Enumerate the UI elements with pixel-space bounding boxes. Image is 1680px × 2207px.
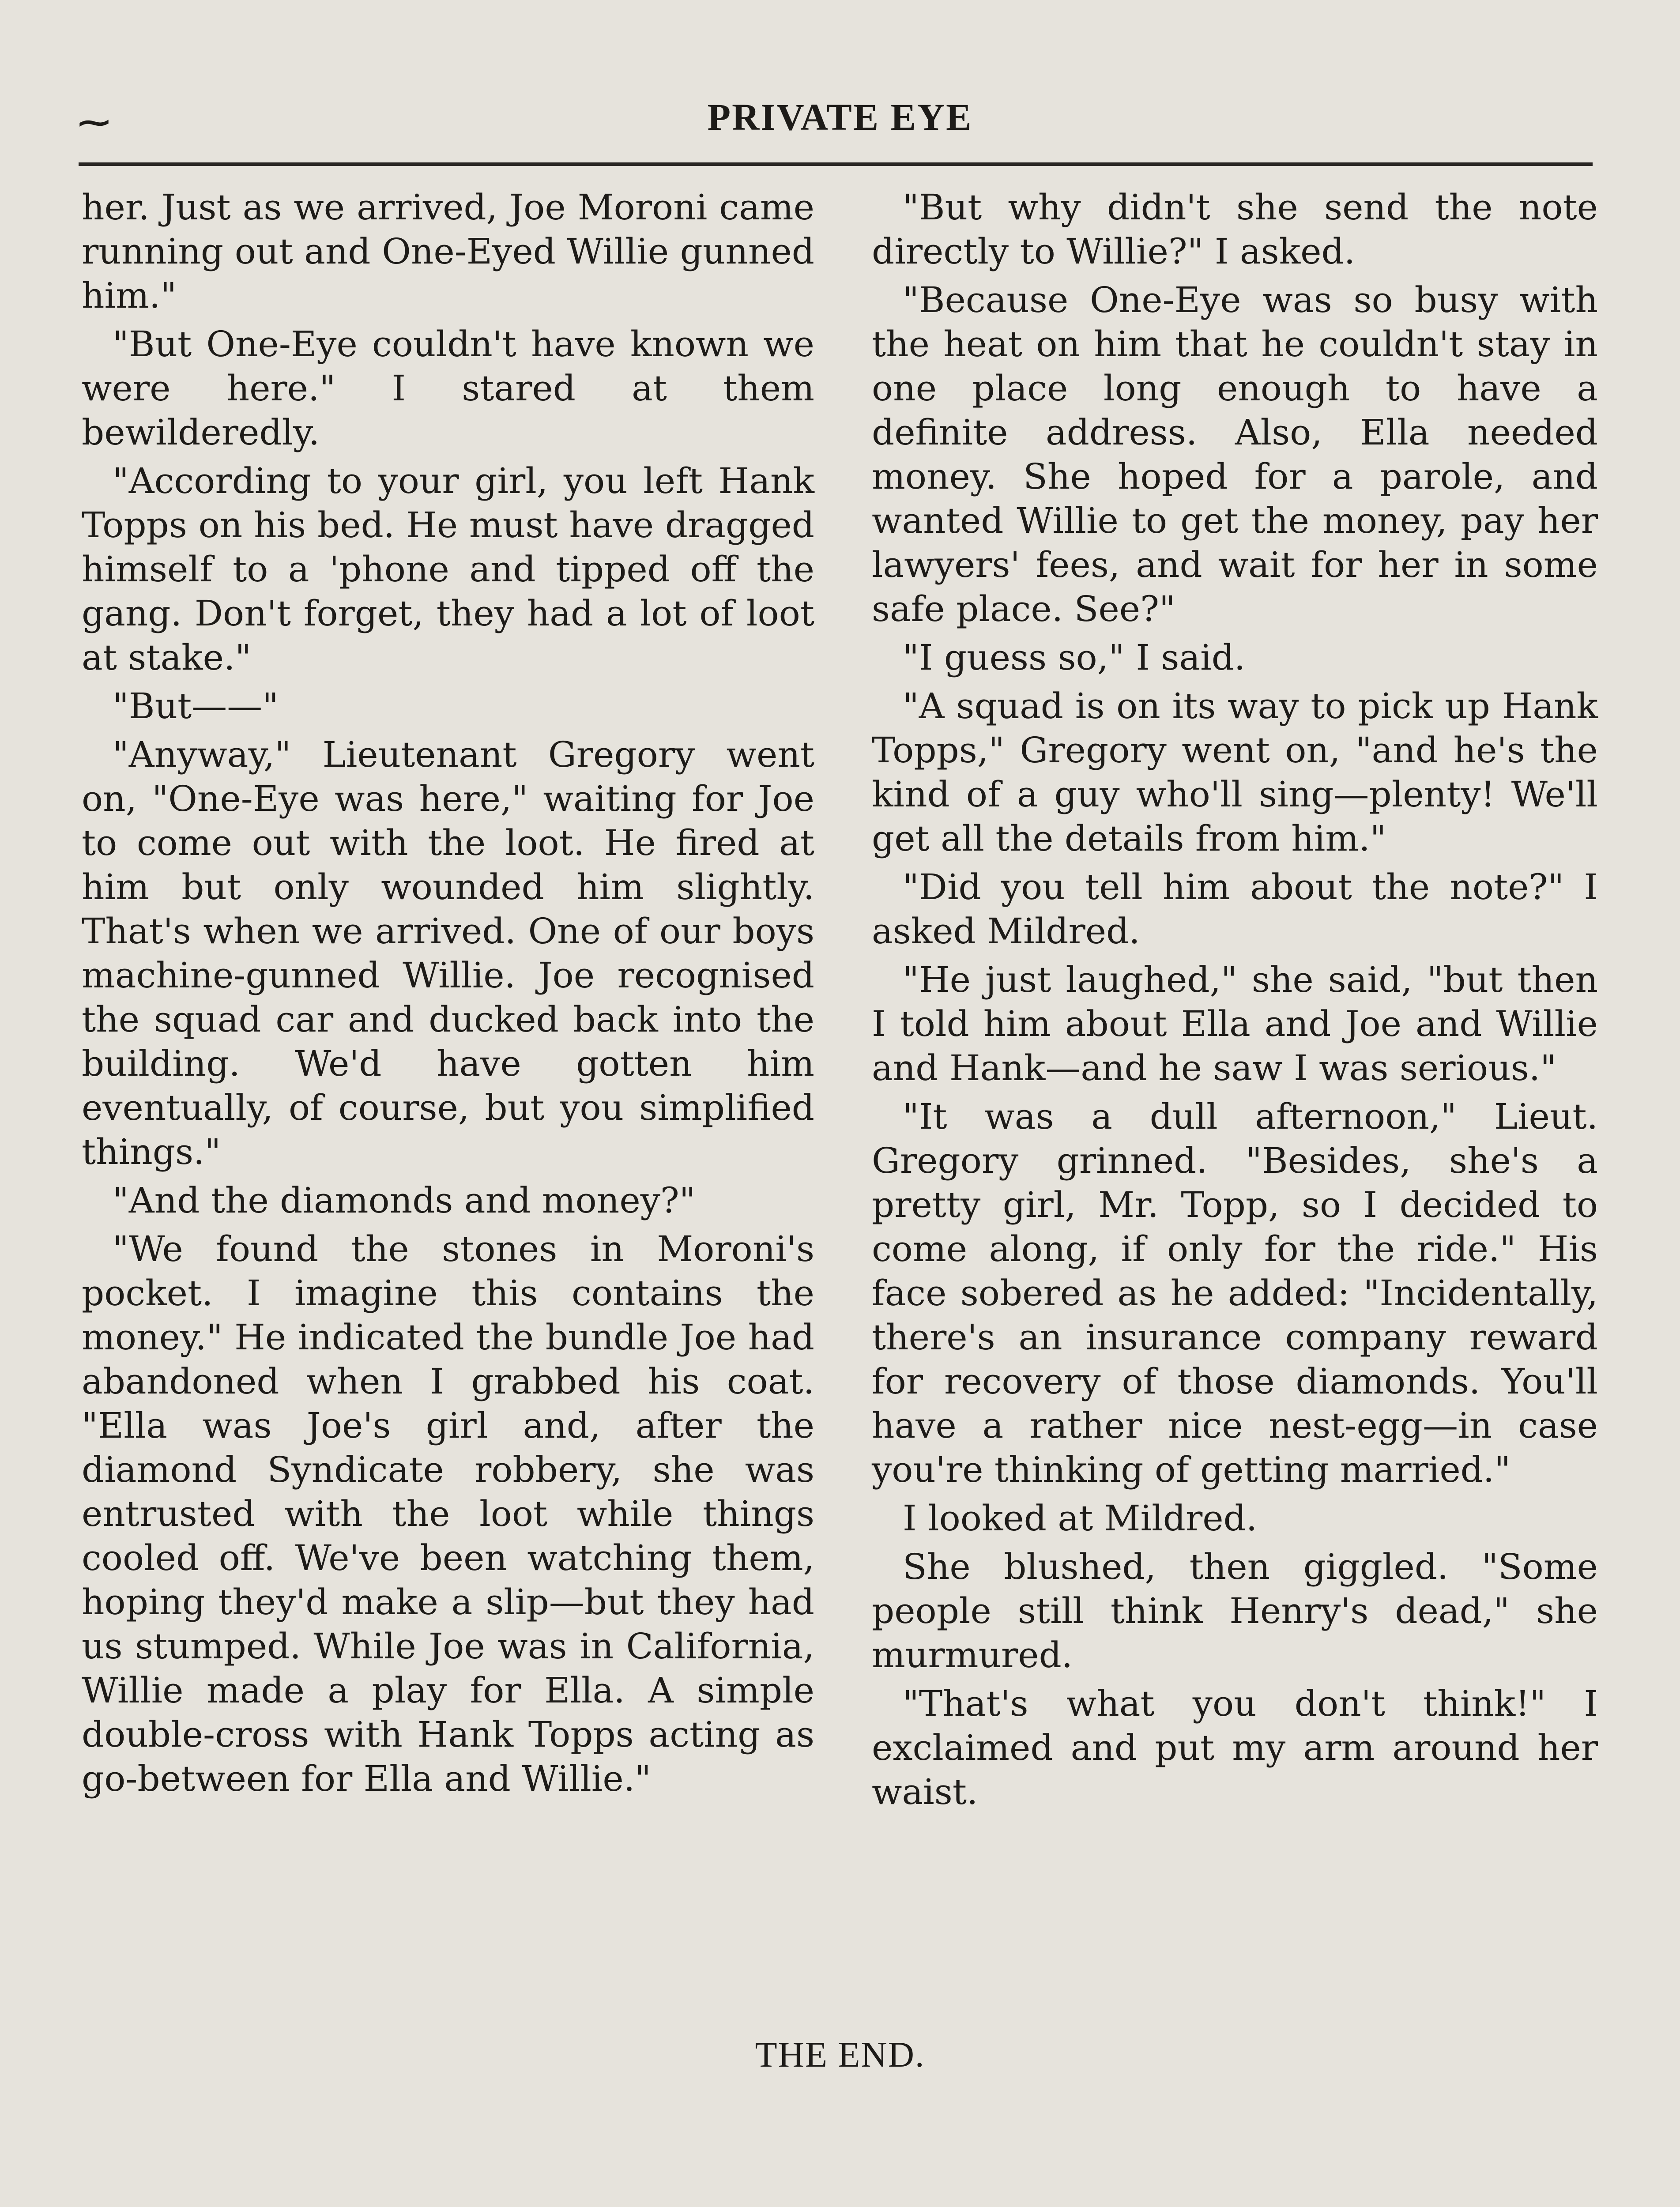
running-title: PRIVATE EYE [707,96,973,138]
paragraph: I looked at Mildred. [903,1498,1258,1539]
header-rule [79,162,1593,166]
paragraph: "Because One-Eye was so busy with the heat on him that he couldn't stay in one place long enough to have a definite address. Also, Ella needed money. She hoped for a parole, and wanted Willie to get the money, pay her lawyers' fees, and wait for her in some safe place. See?" [872,279,1598,629]
paragraph: "It was a dull afternoon," Lieut. Gregory grinned. "Besides, she's a pretty girl, Mr. Topp, so I decided to come along, if only for the ride." His face sobered as he added: "Incidentally, there's an insurance company reward for recovery of those diamonds. You'll have a rather nice nest-egg—in case you're thinking of getting married." [872,1096,1598,1490]
end-mark: THE END. [755,2034,925,2075]
paragraph: "He just laughed," she said, "but then I told him about Ella and Joe and Willie and Hank—and he saw I was serious." [872,959,1598,1088]
paragraph: "Anyway," Lieutenant Gregory went on, "One-Eye was here," waiting for Joe to come out with the loot. He fired at him but only wounded him slightly. That's when we arrived. One of our boys machine-gunned Willie. Joe recognised the squad car and ducked back into the building. We'd have gotten him eventually, of course, but you simplified things." [82,734,814,1172]
paragraph: "But One-Eye couldn't have known we were here." I stared at them bewilderedly. [82,324,814,453]
paragraph: "A squad is on its way to pick up Hank Topps," Gregory went on, "and he's the kind of a guy who'll sing—plenty! We'll get all the details from him." [872,685,1598,859]
paragraph: She blushed, then giggled. "Some people still think Henry's dead," she murmured. [872,1546,1598,1676]
paragraph: "We found the stones in Moroni's pocket. I imagine this contains the money." He indicated the bundle Joe had abandoned when I grabbed his coat. "Ella was Joe's girl and, after the diamond Syndicate robbery, she was entrusted with the loot while things cooled off. We've been watching them, hoping they'd make a slip—but they had us stumped. While Joe was in California, Willie made a play for Ella. A simple double-cross with Hank Topps acting as go-between for Ella and Willie." [82,1228,814,1799]
paragraph: "But——" [113,685,279,727]
paragraph: "That's what you don't think!" I exclaimed and put my arm around her waist. [872,1683,1598,1812]
right-column [872,185,1598,1819]
page-number: ⁓ [79,106,108,140]
paragraph: "I guess so," I said. [903,637,1246,678]
paragraph: "And the diamonds and money?" [113,1180,696,1221]
paragraph: "But why didn't she send the note directly to Willie?" I asked. [872,187,1598,272]
paragraph: her. Just as we arrived, Joe Moroni came running out and One-Eyed Willie gunned him." [82,187,814,316]
paragraph: "According to your girl, you left Hank Topps on his bed. He must have dragged himself to a 'phone and tipped off the gang. Don't forget, they had a lot of loot at stake." [82,460,814,678]
left-column [82,185,814,1805]
paragraph: "Did you tell him about the note?" I asked Mildred. [872,866,1598,952]
